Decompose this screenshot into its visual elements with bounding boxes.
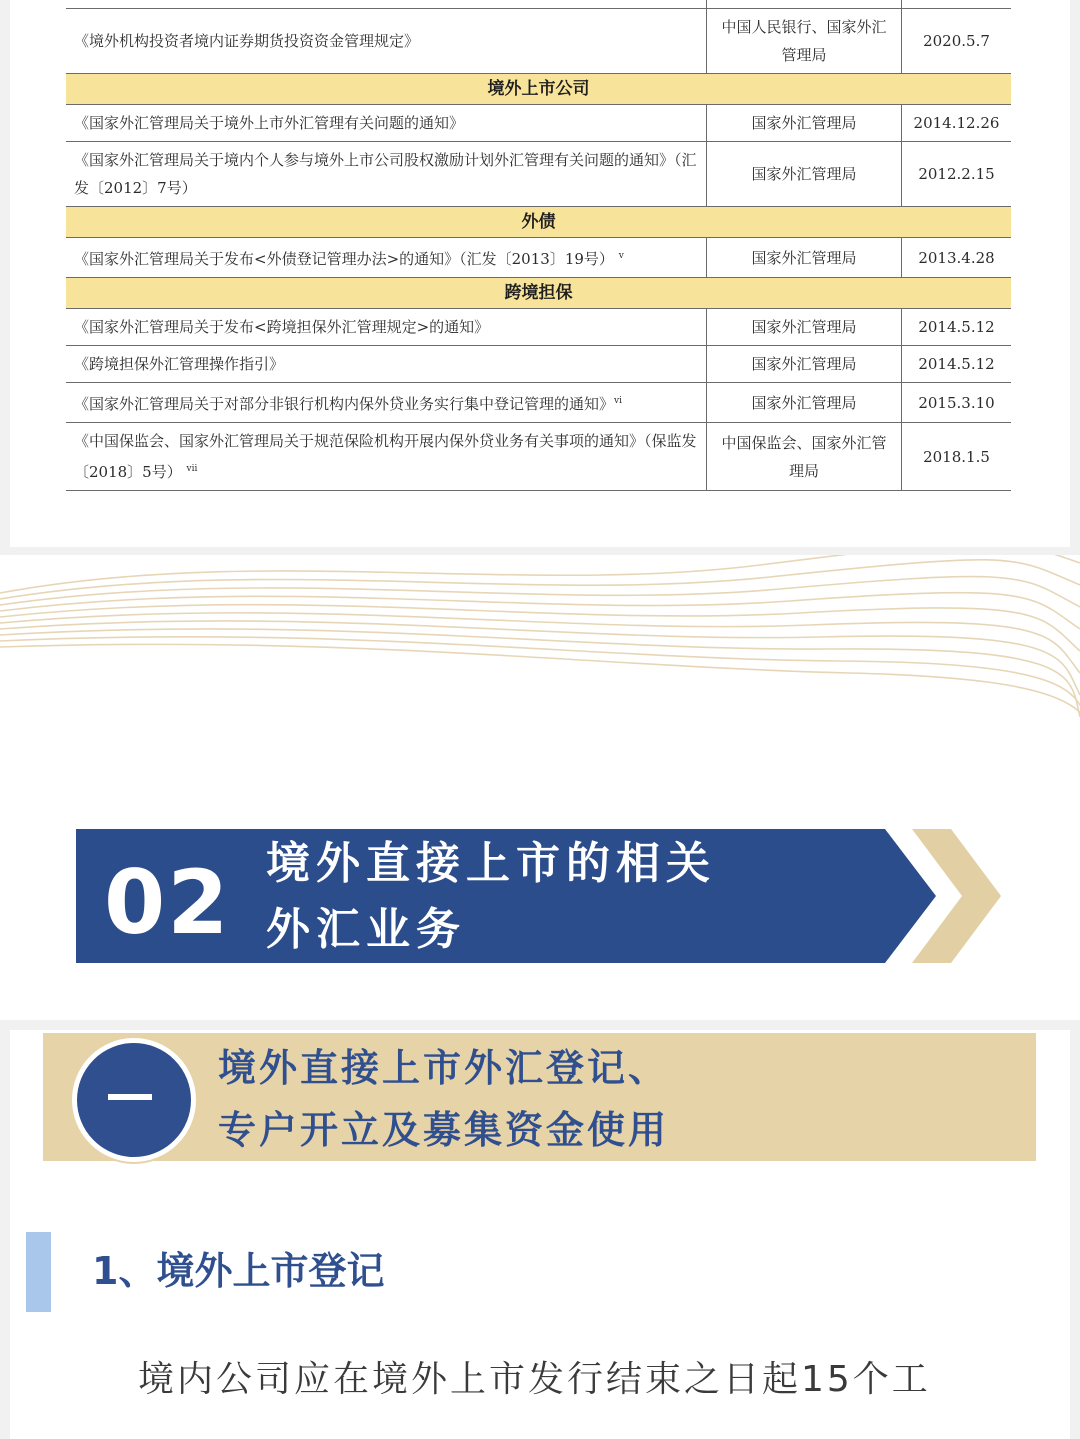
section-label: 境外上市公司 (66, 74, 1011, 105)
table-row (66, 383, 1011, 423)
section-label: 跨境担保 (66, 278, 1011, 309)
regulation-name-cell (66, 383, 707, 423)
section-label: 外债 (66, 207, 1011, 238)
regulation-name: 《国家外汇管理局关于对部分非银行机构内保外贷业务实行集中登记管理的通知》 (74, 395, 615, 413)
subsection-number-symbol (108, 1094, 152, 1100)
regulation-name: 《国家外汇管理局关于境外上市外汇管理有关问题的通知》 (66, 105, 707, 142)
banner-title-line1: 境外直接上市的相关 (266, 838, 716, 889)
table-row (66, 238, 1011, 278)
regulation-name: 《中国保监会、国家外汇管理局关于规范保险机构开展内保外贷业务有关事项的通知》（保监发〔2018〕5号） (74, 432, 697, 481)
subsection-title-line1: 境外直接上市外汇登记、 (218, 1046, 670, 1090)
body-paragraph: 境内公司应在境外上市发行结束之日起15个工 (138, 1359, 931, 1400)
banner-number: 02 (104, 851, 231, 954)
banner-title-line2: 外汇业务 (266, 904, 466, 955)
regulation-date: 2020.5.7 (902, 9, 1012, 74)
regulation-name-cell (66, 238, 707, 278)
regulation-issuer: 中国保监会、国家外汇管理局 (707, 423, 902, 491)
regulation-issuer: 国家外汇管理局 (707, 383, 902, 423)
regulation-name-cell (66, 423, 707, 491)
regulation-issuer: 国家外汇管理局 (707, 142, 902, 207)
regulation-issuer: 中国人民银行、国家外汇管理局 (707, 9, 902, 74)
table-row (66, 346, 1011, 383)
subsection-title-line2: 专户开立及募集资金使用 (218, 1108, 670, 1152)
regulation-issuer: 国家外汇管理局 (707, 238, 902, 278)
regulation-date: 2015.3.10 (902, 383, 1012, 423)
regulation-issuer: 国家外汇管理局 (707, 346, 902, 383)
table-row (66, 142, 1011, 207)
regulations-table (66, 0, 1011, 491)
subsection-number-badge (72, 1038, 196, 1162)
footnote-marker: v (618, 251, 624, 261)
table-row (66, 9, 1011, 74)
decorative-wave-band (0, 555, 1080, 775)
table-section-row (66, 74, 1011, 105)
regulation-date: 2014.5.12 (902, 346, 1012, 383)
footnote-marker: vii (186, 464, 198, 474)
wave-lines-graphic (0, 555, 1080, 775)
regulation-name: 《国家外汇管理局关于发布<跨境担保外汇管理规定>的通知》 (66, 309, 707, 346)
regulation-name: 《国家外汇管理局关于境内个人参与境外上市公司股权激励计划外汇管理有关问题的通知》（汇发〔2012〕7号） (66, 142, 707, 207)
regulation-date: 2012.2.15 (902, 142, 1012, 207)
section-heading: 1、境外上市登记 (92, 1249, 385, 1293)
regulation-issuer: 国家外汇管理局 (707, 105, 902, 142)
heading-accent-bar (26, 1232, 51, 1312)
table-row (66, 105, 1011, 142)
table-row (66, 309, 1011, 346)
table-section-row (66, 207, 1011, 238)
regulation-name: 《境外机构投资者境内证券期货投资资金管理规定》 (66, 9, 707, 74)
table-section-row (66, 278, 1011, 309)
table-row (66, 423, 1011, 491)
regulation-name: 《跨境担保外汇管理操作指引》 (66, 346, 707, 383)
table-row-partial (66, 0, 1011, 9)
regulation-date: 2013.4.28 (902, 238, 1012, 278)
regulation-date: 2014.12.26 (902, 105, 1012, 142)
footnote-marker: vi (614, 396, 622, 406)
regulation-date: 2018.1.5 (902, 423, 1012, 491)
regulation-name: 《国家外汇管理局关于发布<外债登记管理办法>的通知》（汇发〔2013〕19号） (74, 250, 614, 268)
regulation-date: 2014.5.12 (902, 309, 1012, 346)
regulation-issuer: 国家外汇管理局 (707, 309, 902, 346)
